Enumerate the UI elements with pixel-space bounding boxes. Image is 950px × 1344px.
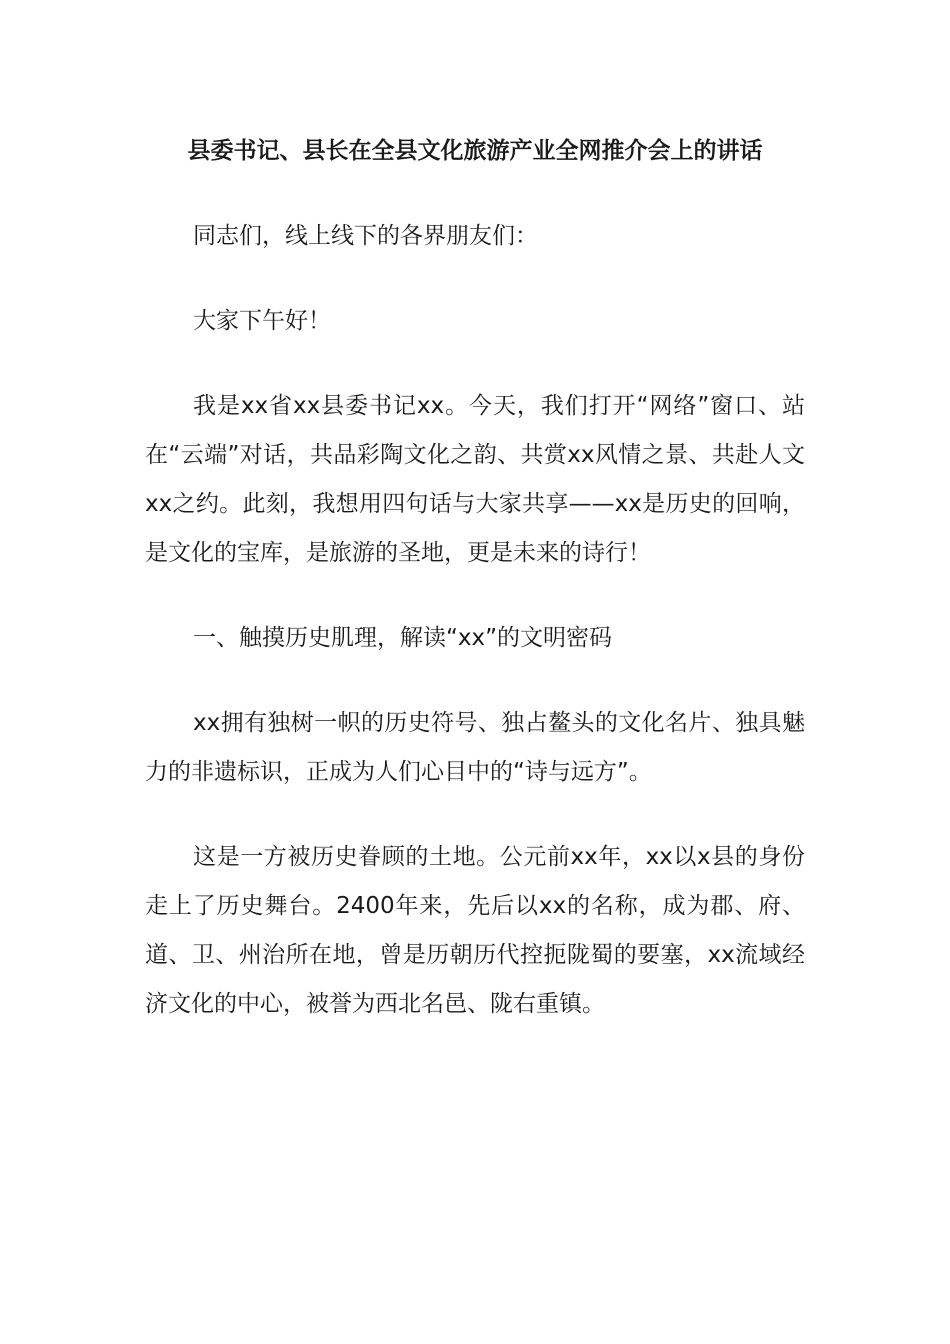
paragraph-salutation: 同志们，线上线下的各界朋友们：: [193, 223, 538, 249]
document-body: [145, 212, 805, 1065]
paragraph-history: 这是一方被历史眷顾的土地。公元前xx年，xx以x县的身份走上了历史舞台。2400年来，先后以xx的名称，成为郡、府、道、卫、州治所在地，曾是历朝历代控扼陇蜀的要塞，xx流域经济文化的中心，被誉为西北名邑、陇右重镇。: [145, 844, 805, 1017]
paragraph-overview: xx拥有独树一帜的历史符号、独占鳌头的文化名片、独具魅力的非遗标识，正成为人们心目中的“诗与远方”。: [145, 710, 805, 785]
paragraph-introduction: 我是xx省xx县委书记xx。今天，我们打开“网络”窗口、站在“云端”对话，共品彩陶文化之韵、共赏xx风情之景、共赴人文xx之约。此刻，我想用四句话与大家共享——xx是历史的回响，是文化的宝库，是旅游的圣地，更是未来的诗行！: [145, 393, 805, 566]
document-title: 县委书记、县长在全县文化旅游产业全网推介会上的讲话: [187, 138, 763, 164]
paragraph-greeting: 大家下午好！: [193, 308, 331, 334]
section-heading-1: 一、触摸历史肌理，解读“xx”的文明密码: [193, 625, 613, 651]
